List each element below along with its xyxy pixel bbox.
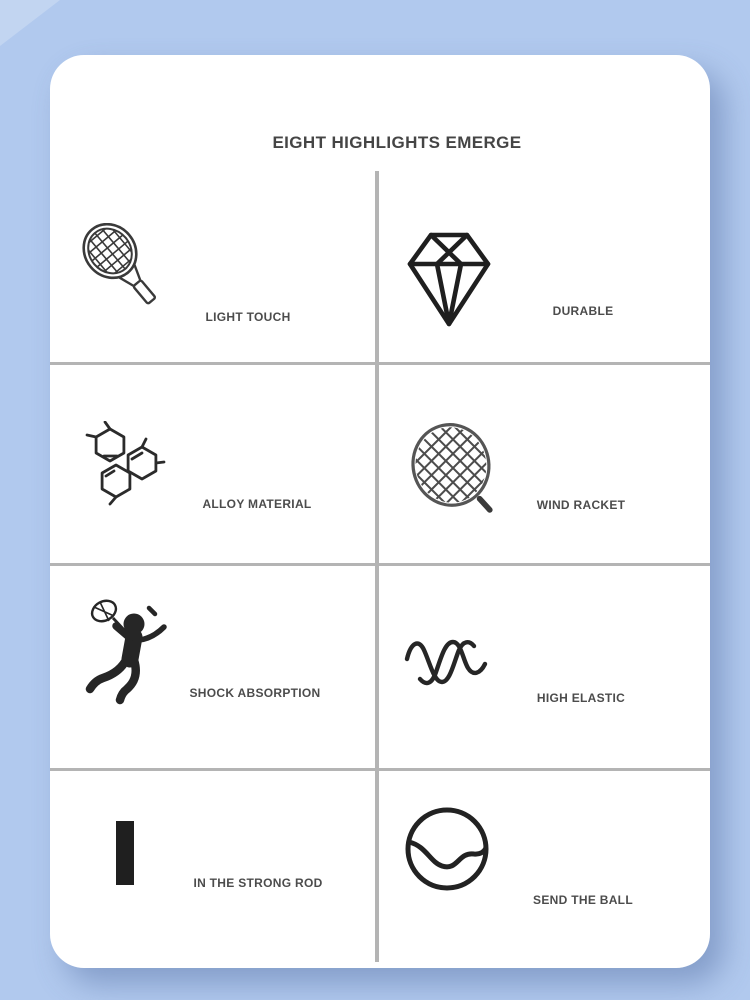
badminton-player-icon bbox=[84, 596, 170, 705]
diamond-icon bbox=[405, 229, 493, 329]
feature-label: LIGHT TOUCH bbox=[205, 310, 291, 324]
background-corner-highlight bbox=[0, 0, 60, 46]
feature-label: HIGH ELASTIC bbox=[536, 691, 626, 705]
feature-label: IN THE STRONG ROD bbox=[193, 876, 323, 890]
feature-label: DURABLE bbox=[552, 304, 614, 318]
page-title: EIGHT HIGHLIGHTS EMERGE bbox=[272, 133, 522, 152]
feature-label: SEND THE BALL bbox=[533, 893, 633, 907]
racket-mesh-icon bbox=[408, 421, 498, 513]
tennis-ball-icon bbox=[402, 803, 492, 895]
rod-icon bbox=[116, 821, 134, 885]
feature-label: ALLOY MATERIAL bbox=[202, 497, 312, 511]
tennis-racket-icon bbox=[70, 223, 164, 321]
feature-label: SHOCK ABSORPTION bbox=[189, 686, 321, 700]
divider-horizontal-2 bbox=[50, 563, 710, 566]
wave-spring-icon bbox=[404, 634, 490, 692]
divider-vertical bbox=[375, 171, 379, 962]
divider-horizontal-3 bbox=[50, 768, 710, 771]
divider-horizontal-1 bbox=[50, 362, 710, 365]
feature-label: WIND RACKET bbox=[536, 498, 626, 512]
product-highlights-card bbox=[50, 55, 710, 968]
molecule-icon bbox=[80, 421, 184, 507]
